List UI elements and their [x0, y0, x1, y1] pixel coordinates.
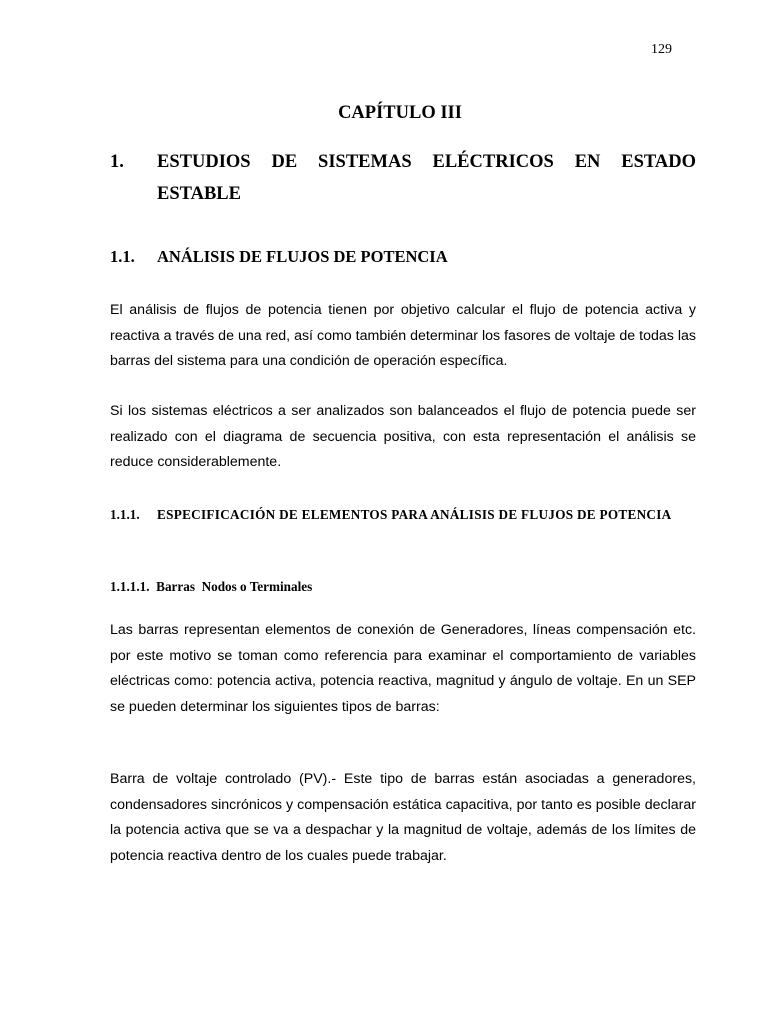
- subsubsubsection-heading: 1.1.1.1. Barras Nodos o Terminales: [110, 579, 313, 594]
- section-title: ESTUDIOS DE SISTEMAS ELÉCTRICOS EN ESTADO ESTABLE: [157, 152, 696, 204]
- subsubsection-number: 1.1.1.: [110, 507, 140, 522]
- paragraph: Barra de voltaje controlado (PV).- Este tipo de barras están asociadas a generadores, condensadores sincrónicos y compensación estática capacitiva, por tanto es posible declarar la potencia activa que se va a despachar y la magnitud de voltaje, además de los límites de potencia reactiva dentro de los cuales puede trabajar.: [110, 771, 696, 864]
- subsubsection-title: ESPECIFICACIÓN DE ELEMENTOS PARA ANÁLISIS DE FLUJOS DE POTENCIA: [157, 507, 672, 522]
- paragraph: Si los sistemas eléctricos a ser analizados son balanceados el flujo de potencia puede ser realizado con el diagrama de secuencia positiva, con esta representación el análisis se reduce considerablemente.: [110, 403, 696, 470]
- chapter-title: CAPÍTULO III: [338, 103, 462, 123]
- subsubsection-heading: [110, 502, 696, 528]
- paragraph: El análisis de flujos de potencia tienen por objetivo calcular el flujo de potencia activa y reactiva a través de una red, así como también determinar los fasores de voltaje de todas las barras del sistema para una condición de operación específica.: [110, 302, 696, 369]
- page-number: 129: [651, 42, 672, 57]
- section-heading: [110, 146, 696, 210]
- subsection-title: ANÁLISIS DE FLUJOS DE POTENCIA: [157, 247, 448, 266]
- section-number: 1.: [110, 152, 124, 172]
- paragraph: Las barras representan elementos de conexión de Generadores, líneas compensación etc. por este motivo se toman como referencia para examinar el comportamiento de variables eléctricas como: potencia activa, potencia reactiva, magnitud y ángulo de voltaje. En un SEP se pueden determinar los siguientes tipos de barras:: [110, 622, 696, 715]
- subsection-number: 1.1.: [110, 247, 135, 266]
- subsection-heading: [110, 247, 448, 267]
